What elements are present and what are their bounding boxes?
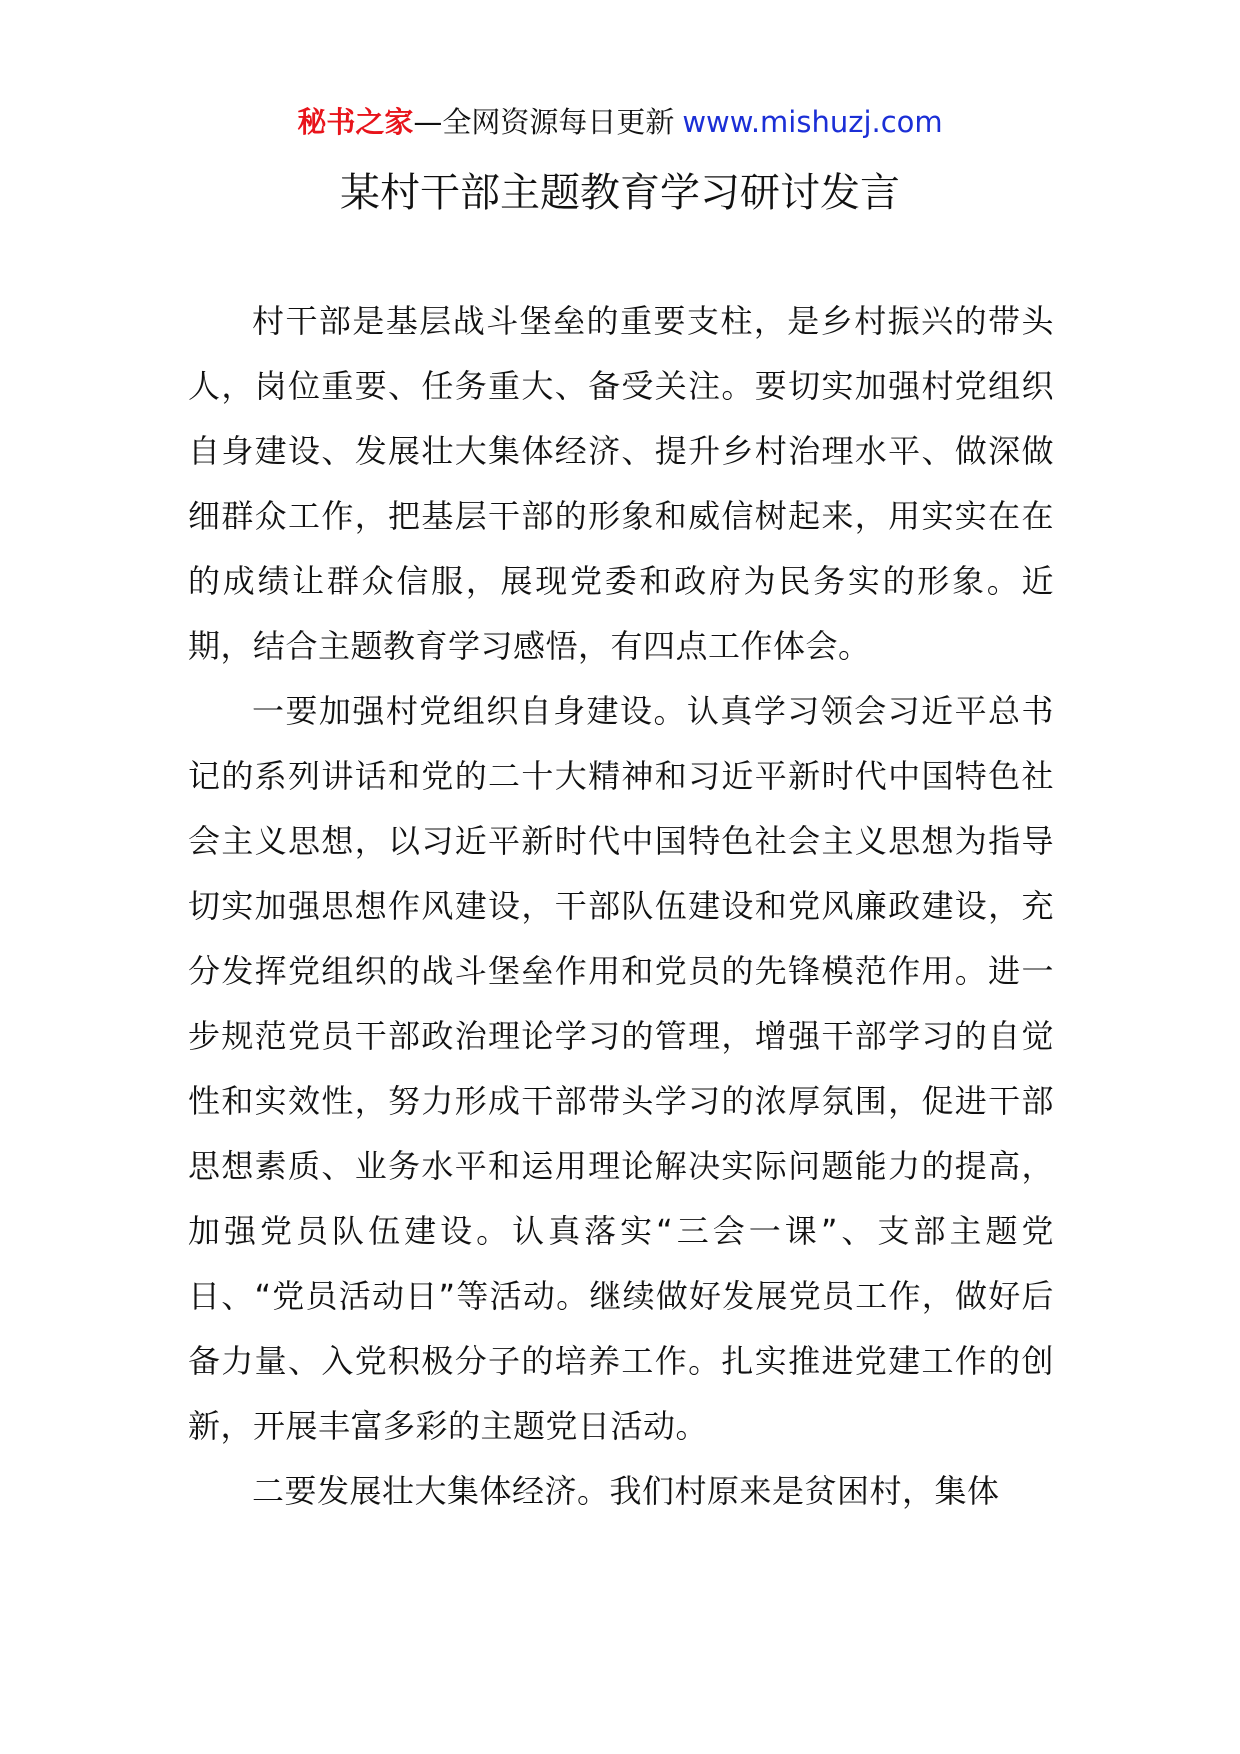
document-title: 某村干部主题教育学习研讨发言 <box>340 170 900 216</box>
paragraph-intro: 村干部是基层战斗堡垒的重要支柱，是乡村振兴的带头人，岗位重要、任务重大、备受关注。要切实加强村党组织自身建设、发展壮大集体经济、提升乡村治理水平、做深做细群众工作，把基层干部的形象和威信树起来，用实实在在的成绩让群众信服，展现党委和政府为民务实的形象。近期，结合主题教育学习感悟，有四点工作体会。 <box>188 302 1054 665</box>
site-url-link[interactable]: www.mishuzj.com <box>682 105 943 139</box>
paragraph-point-two: 二要发展壮大集体经济。我们村原来是贫困村，集体 <box>252 1472 1000 1510</box>
document-body <box>188 289 1054 1524</box>
site-header-banner <box>0 102 1240 142</box>
site-tagline: —全网资源每日更新 <box>413 105 675 139</box>
paragraph-point-one: 一要加强村党组织自身建设。认真学习领会习近平总书记的系列讲话和党的二十大精神和习近平新时代中国特色社会主义思想，以习近平新时代中国特色社会主义思想为指导切实加强思想作风建设，干部队伍建设和党风廉政建设，充分发挥党组织的战斗堡垒作用和党员的先锋模范作用。进一步规范党员干部政治理论学习的管理，增强干部学习的自觉性和实效性，努力形成干部带头学习的浓厚氛围，促进干部思想素质、业务水平和运用理论解决实际问题能力的提高，加强党员队伍建设。认真落实“三会一课”、支部主题党日、“党员活动日”等活动。继续做好发展党员工作，做好后备力量、入党积极分子的培养工作。扎实推进党建工作的创新，开展丰富多彩的主题党日活动。 <box>188 692 1054 1445</box>
site-brand: 秘书之家 <box>297 105 414 139</box>
